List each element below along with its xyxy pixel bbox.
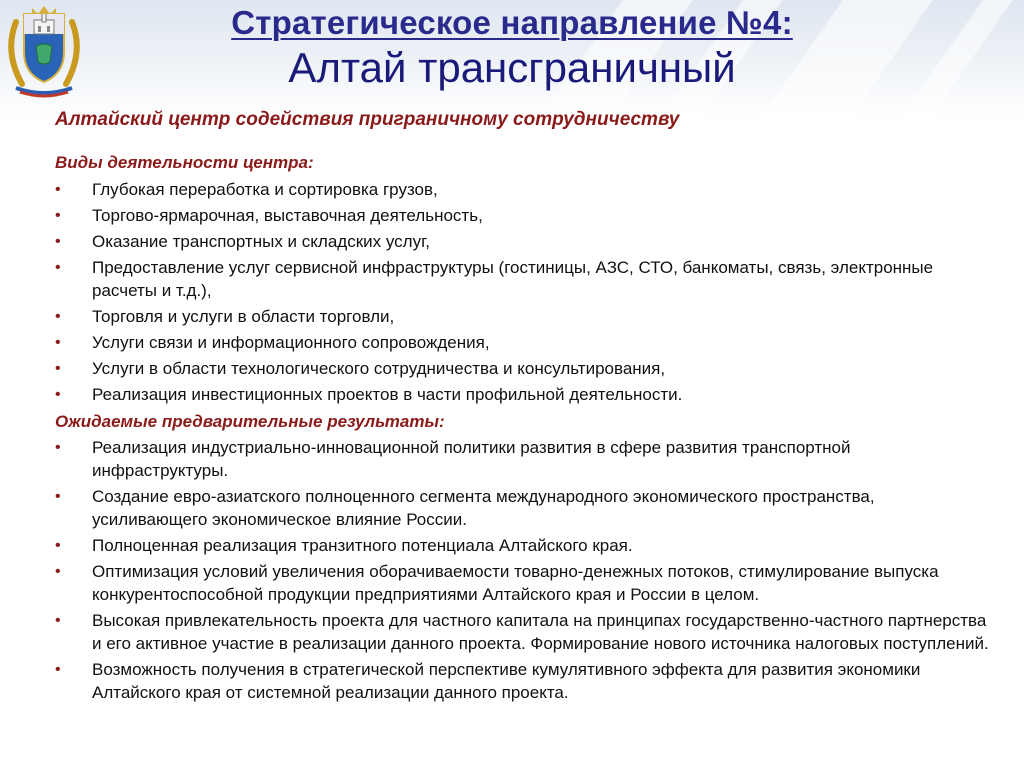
bullet-icon: •	[55, 488, 61, 505]
list-item-text: Оказание транспортных и складских услуг,	[92, 232, 430, 251]
list-item	[55, 485, 990, 531]
list-item-text: Реализация инвестиционных проектов в части профильной деятельности.	[92, 385, 683, 404]
list-item	[55, 331, 990, 354]
list-item	[55, 534, 990, 557]
list-item-text: Реализация индустриально-инновационной политики развития в сфере развития транспортной инфраструктуры.	[92, 438, 851, 480]
list-item	[55, 204, 990, 227]
list-item-text: Оптимизация условий увеличения оборачиваемости товарно-денежных потоков, стимулирование выпуска конкурентоспособной продукции предприятиями Алтайского края и России в целом.	[92, 562, 939, 604]
bullet-icon: •	[55, 233, 61, 250]
bullet-icon: •	[55, 661, 61, 678]
list-item-text: Высокая привлекательность проекта для частного капитала на принципах государственно-частного партнерства и его активное участие в реализации данного проекта. Формирование нового источника налоговых поступлений.	[92, 611, 989, 653]
bullet-icon: •	[55, 207, 61, 224]
bullet-icon: •	[55, 259, 61, 276]
bullet-icon: •	[55, 308, 61, 325]
list-item	[55, 178, 990, 201]
list-item	[55, 383, 990, 406]
list-item-text: Создание евро-азиатского полноценного сегмента международного экономического пространства, усиливающего экономическое влияние России.	[92, 487, 875, 529]
list-item	[55, 230, 990, 253]
bullet-icon: •	[55, 360, 61, 377]
list-item-text: Торгово-ярмарочная, выставочная деятельность,	[92, 206, 483, 225]
list-item-text: Предоставление услуг сервисной инфраструктуры (гостиницы, АЗС, СТО, банкоматы, связь, электронные расчеты и т.д.),	[92, 258, 934, 300]
bullet-icon: •	[55, 439, 61, 456]
list-item	[55, 658, 990, 704]
activities-heading: Виды деятельности центра:	[55, 153, 314, 172]
results-heading: Ожидаемые предварительные результаты:	[55, 412, 445, 431]
bullet-icon: •	[55, 563, 61, 580]
activities-list	[55, 178, 990, 409]
list-item	[55, 357, 990, 380]
list-item-text: Торговля и услуги в области торговли,	[92, 307, 395, 326]
list-item-text: Глубокая переработка и сортировка грузов,	[92, 180, 438, 199]
list-item	[55, 609, 990, 655]
results-list	[55, 436, 990, 707]
list-item	[55, 436, 990, 482]
slide-title	[0, 4, 1024, 42]
list-item-text: Возможность получения в стратегической перспективе кумулятивного эффекта для развития экономики Алтайского края от системной реализации данного проекта.	[92, 660, 921, 702]
list-item	[55, 305, 990, 328]
list-item-text: Услуги связи и информационного сопровождения,	[92, 333, 490, 352]
slide-subtitle: Алтайский центр содействия приграничному сотрудничеству	[55, 109, 680, 130]
list-item-text: Полноценная реализация транзитного потенциала Алтайского края.	[92, 536, 633, 555]
bullet-icon: •	[55, 386, 61, 403]
list-item-text: Услуги в области технологического сотрудничества и консультирования,	[92, 359, 666, 378]
bullet-icon: •	[55, 334, 61, 351]
slide-title-line2: Алтай трансграничный	[288, 44, 736, 91]
bullet-icon: •	[55, 612, 61, 629]
slide-title-line1: Стратегическое направление №4:	[231, 4, 793, 41]
bullet-icon: •	[55, 537, 61, 554]
bullet-icon: •	[55, 181, 61, 198]
list-item	[55, 256, 990, 302]
list-item	[55, 560, 990, 606]
